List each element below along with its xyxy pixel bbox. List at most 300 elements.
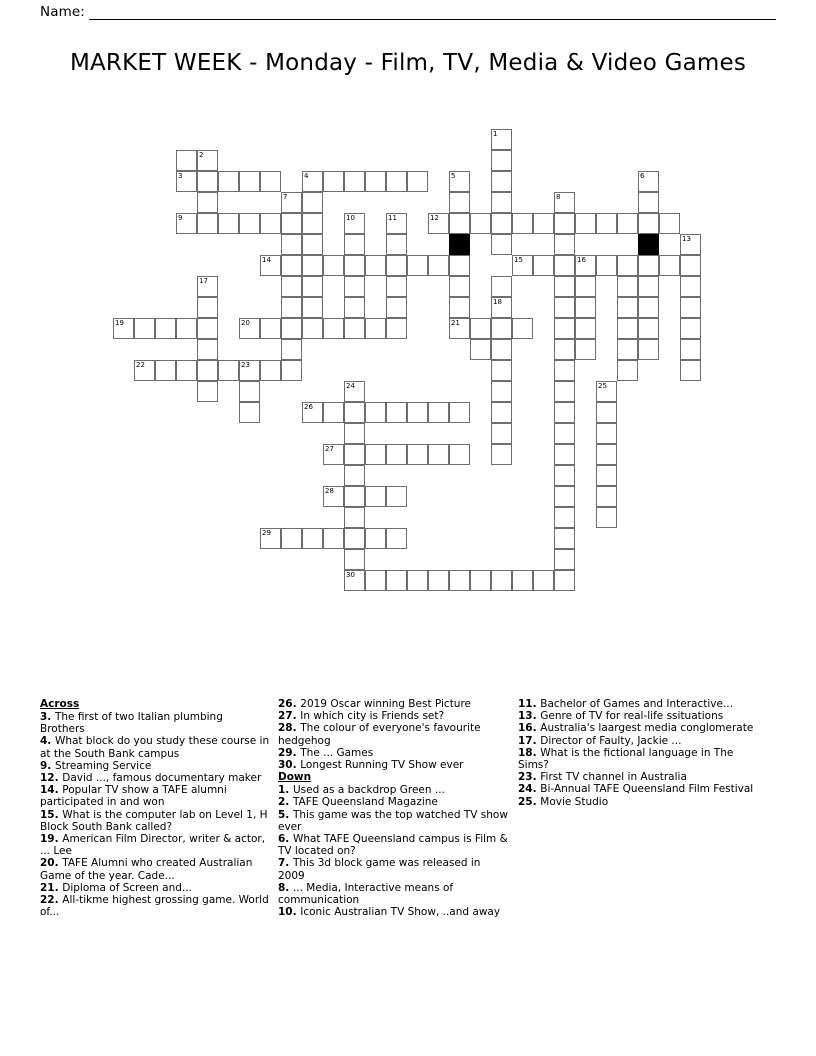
clue-number: 25. (518, 795, 541, 808)
grid-cell[interactable] (659, 213, 680, 234)
grid-cell[interactable] (365, 402, 386, 423)
grid-cell[interactable] (281, 255, 302, 276)
clue-item (278, 710, 510, 722)
grid-cell[interactable] (323, 255, 344, 276)
grid-cell[interactable] (344, 507, 365, 528)
grid-cell[interactable] (533, 213, 554, 234)
grid-cell[interactable] (449, 318, 470, 339)
grid-cell[interactable] (596, 381, 617, 402)
grid-cell-number: 8 (556, 193, 561, 201)
grid-cell[interactable] (596, 423, 617, 444)
clue-number: 21. (40, 881, 63, 894)
grid-cell[interactable] (596, 507, 617, 528)
grid-cell[interactable] (554, 297, 575, 318)
grid-cell[interactable] (617, 297, 638, 318)
grid-cell[interactable] (386, 297, 407, 318)
grid-cell[interactable] (344, 381, 365, 402)
grid-cell-number: 10 (346, 214, 355, 222)
grid-cell[interactable] (365, 486, 386, 507)
clue-text: Iconic Australian TV Show, ..and away (300, 906, 501, 919)
grid-cell[interactable] (554, 402, 575, 423)
clue-item (40, 809, 270, 833)
grid-cell[interactable] (176, 318, 197, 339)
grid-cell[interactable] (344, 486, 365, 507)
grid-cell[interactable] (575, 213, 596, 234)
clue-text: What is the fictional language in The Sims? (518, 746, 734, 772)
grid-cell[interactable] (449, 402, 470, 423)
grid-cell[interactable] (344, 570, 365, 591)
grid-cell[interactable] (302, 402, 323, 423)
grid-cell[interactable] (596, 465, 617, 486)
grid-cell[interactable] (218, 171, 239, 192)
grid-cell[interactable] (470, 339, 491, 360)
clue-number: 12. (40, 772, 63, 785)
clue-text: Popular TV show a TAFE alumni participated in and won (40, 784, 227, 809)
grid-cell[interactable] (680, 360, 701, 381)
clue-number: 4. (40, 735, 55, 748)
grid-cell-number: 9 (178, 214, 183, 222)
clue-number: 15. (40, 808, 63, 821)
grid-cell[interactable] (428, 444, 449, 465)
grid-cell[interactable] (575, 297, 596, 318)
grid-cell[interactable] (491, 570, 512, 591)
clue-text: What block do you study these course in at the South Bank campus (40, 735, 270, 760)
grid-cell[interactable] (575, 255, 596, 276)
grid-cell[interactable] (239, 381, 260, 402)
grid-cell[interactable] (638, 192, 659, 213)
grid-cell[interactable] (449, 570, 470, 591)
grid-cell[interactable] (449, 444, 470, 465)
grid-cell[interactable] (575, 318, 596, 339)
grid-cell[interactable] (617, 360, 638, 381)
grid-cell[interactable] (596, 255, 617, 276)
clue-text: What TAFE Queensland campus is Film & TV located on? (278, 833, 508, 858)
grid-cell[interactable] (554, 234, 575, 255)
grid-cell[interactable] (638, 171, 659, 192)
clue-number: 26. (278, 698, 301, 710)
grid-cell[interactable] (386, 234, 407, 255)
grid-cell[interactable] (155, 360, 176, 381)
grid-cell-number: 22 (136, 361, 145, 369)
clue-number: 16. (518, 722, 541, 735)
grid-cell[interactable] (407, 402, 428, 423)
grid-cell[interactable] (386, 276, 407, 297)
grid-cell-number: 2 (199, 151, 204, 159)
grid-cell[interactable] (428, 402, 449, 423)
grid-cell-blocked (638, 234, 659, 255)
clue-text: Longest Running TV Show ever (300, 759, 464, 772)
grid-cell[interactable] (512, 213, 533, 234)
grid-cell[interactable] (428, 213, 449, 234)
grid-cell[interactable] (491, 234, 512, 255)
grid-cell[interactable] (239, 213, 260, 234)
grid-cell[interactable] (155, 318, 176, 339)
grid-cell[interactable] (197, 297, 218, 318)
grid-cell[interactable] (218, 213, 239, 234)
grid-cell[interactable] (596, 486, 617, 507)
clue-item (278, 747, 510, 759)
grid-cell[interactable] (365, 171, 386, 192)
grid-cell[interactable] (491, 318, 512, 339)
grid-cell[interactable] (365, 255, 386, 276)
grid-cell[interactable] (344, 297, 365, 318)
grid-cell[interactable] (491, 276, 512, 297)
grid-cell[interactable] (491, 402, 512, 423)
grid-cell[interactable] (554, 507, 575, 528)
grid-cell-number: 16 (577, 256, 586, 264)
grid-cell[interactable] (323, 528, 344, 549)
grid-cell[interactable] (386, 486, 407, 507)
grid-cell[interactable] (470, 213, 491, 234)
grid-cell[interactable] (302, 297, 323, 318)
clue-number: 3. (40, 711, 55, 723)
grid-cell[interactable] (407, 171, 428, 192)
grid-cell-number: 28 (325, 487, 334, 495)
grid-cell[interactable] (491, 297, 512, 318)
clue-number: 30. (278, 759, 301, 772)
grid-cell[interactable] (197, 339, 218, 360)
clue-text: ... Media, Interactive means of communication (278, 881, 454, 907)
grid-cell[interactable] (281, 528, 302, 549)
clue-item (40, 894, 270, 918)
grid-cell[interactable] (638, 339, 659, 360)
grid-cell[interactable] (218, 360, 239, 381)
grid-cell-number: 23 (241, 361, 250, 369)
clue-text: David ..., famous documentary maker (62, 772, 262, 785)
grid-cell[interactable] (302, 528, 323, 549)
grid-cell[interactable] (386, 402, 407, 423)
grid-cell[interactable] (554, 570, 575, 591)
grid-cell[interactable] (260, 528, 281, 549)
clue-item (518, 747, 760, 771)
grid-cell[interactable] (344, 549, 365, 570)
grid-cell[interactable] (386, 444, 407, 465)
grid-cell[interactable] (344, 423, 365, 444)
grid-cell[interactable] (386, 318, 407, 339)
grid-cell[interactable] (470, 318, 491, 339)
grid-cell[interactable] (449, 171, 470, 192)
clue-number: 9. (40, 759, 55, 772)
grid-cell[interactable] (239, 360, 260, 381)
grid-cell[interactable] (449, 276, 470, 297)
grid-cell[interactable] (659, 255, 680, 276)
grid-cell[interactable] (344, 234, 365, 255)
grid-cell[interactable] (344, 528, 365, 549)
clue-text: TAFE Alumni who created Australian Game of the year. Cade... (40, 857, 253, 882)
clue-item (278, 722, 510, 746)
grid-cell[interactable] (344, 213, 365, 234)
grid-cell-number: 3 (178, 172, 183, 180)
clue-number: 5. (278, 808, 293, 821)
grid-cell[interactable] (344, 255, 365, 276)
grid-cell[interactable] (176, 360, 197, 381)
grid-cell-number: 29 (262, 529, 271, 537)
clue-section-heading: Down (278, 771, 312, 784)
clue-column-1 (40, 698, 278, 918)
grid-cell[interactable] (533, 255, 554, 276)
grid-cell[interactable] (428, 570, 449, 591)
clue-item (278, 796, 510, 808)
grid-cell[interactable] (617, 339, 638, 360)
grid-cell[interactable] (281, 276, 302, 297)
grid-cell[interactable] (365, 444, 386, 465)
grid-cell[interactable] (449, 297, 470, 318)
clue-text: Diploma of Screen and... (62, 881, 192, 894)
clue-item (40, 711, 270, 735)
grid-cell[interactable] (554, 318, 575, 339)
grid-cell[interactable] (260, 255, 281, 276)
grid-cell[interactable] (197, 150, 218, 171)
grid-cell[interactable] (134, 318, 155, 339)
grid-cell[interactable] (344, 171, 365, 192)
grid-cell[interactable] (533, 570, 554, 591)
grid-cell[interactable] (554, 276, 575, 297)
grid-cell-number: 24 (346, 382, 355, 390)
grid-cell[interactable] (680, 297, 701, 318)
clue-item (278, 857, 510, 881)
grid-cell[interactable] (323, 444, 344, 465)
grid-cell[interactable] (512, 255, 533, 276)
grid-cell[interactable] (323, 318, 344, 339)
grid-cell[interactable] (344, 276, 365, 297)
grid-cell[interactable] (365, 528, 386, 549)
clue-item (518, 771, 760, 783)
grid-cell[interactable] (344, 444, 365, 465)
clue-item (278, 882, 510, 906)
grid-cell[interactable] (302, 255, 323, 276)
clue-item (518, 722, 760, 734)
grid-cell-number: 15 (514, 256, 523, 264)
grid-cell[interactable] (344, 402, 365, 423)
grid-cell[interactable] (554, 549, 575, 570)
clue-text: American Film Director, writer & actor, ... Lee (40, 833, 266, 858)
grid-cell[interactable] (344, 318, 365, 339)
grid-cell[interactable] (323, 402, 344, 423)
grid-cell[interactable] (260, 318, 281, 339)
grid-cell[interactable] (512, 570, 533, 591)
grid-cell[interactable] (554, 339, 575, 360)
clue-text: Director of Faulty, Jackie ... (540, 734, 682, 747)
grid-cell[interactable] (554, 423, 575, 444)
clue-text: 2019 Oscar winning Best Picture (300, 698, 472, 710)
clue-number: 29. (278, 746, 301, 759)
grid-cell[interactable] (554, 486, 575, 507)
grid-cell[interactable] (197, 213, 218, 234)
grid-cell-number: 20 (241, 319, 250, 327)
grid-cell[interactable] (323, 171, 344, 192)
grid-cell[interactable] (617, 255, 638, 276)
grid-cell[interactable] (428, 255, 449, 276)
clue-item (518, 710, 760, 722)
clue-number: 6. (278, 833, 293, 846)
grid-cell[interactable] (491, 339, 512, 360)
grid-cell[interactable] (470, 570, 491, 591)
clue-column-2 (278, 698, 518, 918)
grid-cell[interactable] (554, 528, 575, 549)
grid-cell-number: 6 (640, 172, 645, 180)
grid-cell[interactable] (491, 129, 512, 150)
clue-section-heading: Across (40, 698, 80, 710)
clue-number: 8. (278, 881, 293, 894)
grid-cell[interactable] (596, 402, 617, 423)
clue-number: 18. (518, 746, 541, 759)
grid-cell[interactable] (302, 171, 323, 192)
grid-cell[interactable] (491, 360, 512, 381)
grid-cell[interactable] (176, 213, 197, 234)
grid-cell[interactable] (323, 486, 344, 507)
clue-text: TAFE Queensland Magazine (292, 796, 438, 809)
grid-cell-number: 18 (493, 298, 502, 306)
grid-cell[interactable] (554, 213, 575, 234)
grid-cell[interactable] (554, 381, 575, 402)
grid-cell[interactable] (197, 381, 218, 402)
grid-cell[interactable] (638, 213, 659, 234)
grid-cell[interactable] (407, 255, 428, 276)
grid-cell-number: 13 (682, 235, 691, 243)
grid-cell[interactable] (197, 360, 218, 381)
grid-cell[interactable] (197, 171, 218, 192)
grid-cell[interactable] (491, 381, 512, 402)
grid-cell[interactable] (386, 255, 407, 276)
grid-cell[interactable] (617, 276, 638, 297)
clue-number: 24. (518, 783, 541, 796)
grid-cell[interactable] (554, 465, 575, 486)
grid-cell[interactable] (449, 255, 470, 276)
clue-item (40, 772, 270, 784)
grid-cell[interactable] (638, 276, 659, 297)
grid-cell[interactable] (680, 255, 701, 276)
grid-cell[interactable] (197, 192, 218, 213)
grid-cell[interactable] (596, 213, 617, 234)
grid-cell[interactable] (491, 150, 512, 171)
grid-cell[interactable] (680, 276, 701, 297)
grid-cell[interactable] (638, 297, 659, 318)
grid-cell[interactable] (596, 444, 617, 465)
grid-cell[interactable] (260, 213, 281, 234)
grid-cell-number: 21 (451, 319, 460, 327)
clue-text: This 3d block game was released in 2009 (278, 857, 481, 882)
grid-cell[interactable] (491, 171, 512, 192)
grid-cell[interactable] (344, 465, 365, 486)
grid-cell[interactable] (386, 570, 407, 591)
grid-cell[interactable] (281, 192, 302, 213)
grid-cell[interactable] (386, 171, 407, 192)
grid-cell[interactable] (554, 360, 575, 381)
clue-number: 14. (40, 784, 63, 797)
grid-cell[interactable] (197, 276, 218, 297)
grid-cell[interactable] (554, 192, 575, 213)
grid-cell[interactable] (491, 213, 512, 234)
clue-number: 23. (518, 771, 541, 784)
grid-cell-number: 17 (199, 277, 208, 285)
grid-cell[interactable] (449, 213, 470, 234)
grid-cell[interactable] (113, 318, 134, 339)
grid-cell[interactable] (302, 318, 323, 339)
clue-number: 1. (278, 784, 293, 797)
grid-cell[interactable] (680, 318, 701, 339)
clue-text: All-tikme highest grossing game. World of... (40, 894, 269, 919)
grid-cell[interactable] (407, 570, 428, 591)
grid-cell[interactable] (302, 234, 323, 255)
grid-cell-number: 26 (304, 403, 313, 411)
clue-item (278, 833, 510, 857)
clue-item (40, 833, 270, 857)
grid-cell-number: 25 (598, 382, 607, 390)
clue-text: Used as a backdrop Green ... (292, 784, 445, 797)
grid-cell[interactable] (554, 255, 575, 276)
grid-cell[interactable] (260, 360, 281, 381)
grid-cell[interactable] (176, 150, 197, 171)
grid-cell[interactable] (491, 444, 512, 465)
clue-number: 20. (40, 857, 63, 870)
grid-cell[interactable] (260, 171, 281, 192)
grid-cell[interactable] (617, 213, 638, 234)
grid-cell[interactable] (281, 360, 302, 381)
grid-cell[interactable] (491, 423, 512, 444)
grid-cell[interactable] (176, 171, 197, 192)
grid-cell[interactable] (365, 570, 386, 591)
clue-number: 17. (518, 734, 541, 747)
clue-number: 10. (278, 906, 301, 919)
grid-cell[interactable] (491, 192, 512, 213)
grid-cell[interactable] (617, 318, 638, 339)
clues-container (40, 698, 776, 918)
grid-cell[interactable] (302, 192, 323, 213)
grid-cell[interactable] (281, 213, 302, 234)
grid-cell[interactable] (302, 213, 323, 234)
grid-cell[interactable] (281, 297, 302, 318)
clue-text: Genre of TV for real-life ssituations (540, 710, 724, 723)
grid-cell-number: 19 (115, 319, 124, 327)
grid-cell[interactable] (575, 339, 596, 360)
name-label: Name: (40, 4, 85, 20)
grid-cell[interactable] (638, 255, 659, 276)
grid-cell-number: 12 (430, 214, 439, 222)
clue-number: 22. (40, 894, 63, 907)
grid-cell-number: 5 (451, 172, 456, 180)
grid-cell[interactable] (554, 444, 575, 465)
grid-cell[interactable] (449, 192, 470, 213)
grid-cell[interactable] (134, 360, 155, 381)
clue-number: 13. (518, 710, 541, 723)
grid-cell[interactable] (386, 213, 407, 234)
grid-cell[interactable] (680, 339, 701, 360)
clue-item (278, 809, 510, 833)
grid-cell[interactable] (302, 276, 323, 297)
grid-cell[interactable] (638, 318, 659, 339)
grid-cell[interactable] (386, 528, 407, 549)
grid-cell[interactable] (281, 234, 302, 255)
clue-item (278, 698, 510, 710)
grid-cell[interactable] (512, 318, 533, 339)
page-title: MARKET WEEK - Monday - Film, TV, Media & Video Games (69, 50, 747, 76)
clue-number: 7. (278, 857, 293, 870)
clue-item (518, 698, 760, 710)
clue-item (518, 796, 760, 808)
clue-item (40, 882, 270, 894)
grid-cell[interactable] (365, 318, 386, 339)
grid-cell[interactable] (680, 234, 701, 255)
grid-cell[interactable] (239, 318, 260, 339)
grid-cell[interactable] (197, 318, 218, 339)
grid-cell[interactable] (407, 444, 428, 465)
grid-cell[interactable] (281, 318, 302, 339)
grid-cell[interactable] (239, 402, 260, 423)
grid-cell[interactable] (239, 171, 260, 192)
clue-item (40, 857, 270, 881)
grid-cell[interactable] (575, 276, 596, 297)
grid-cell[interactable] (281, 339, 302, 360)
